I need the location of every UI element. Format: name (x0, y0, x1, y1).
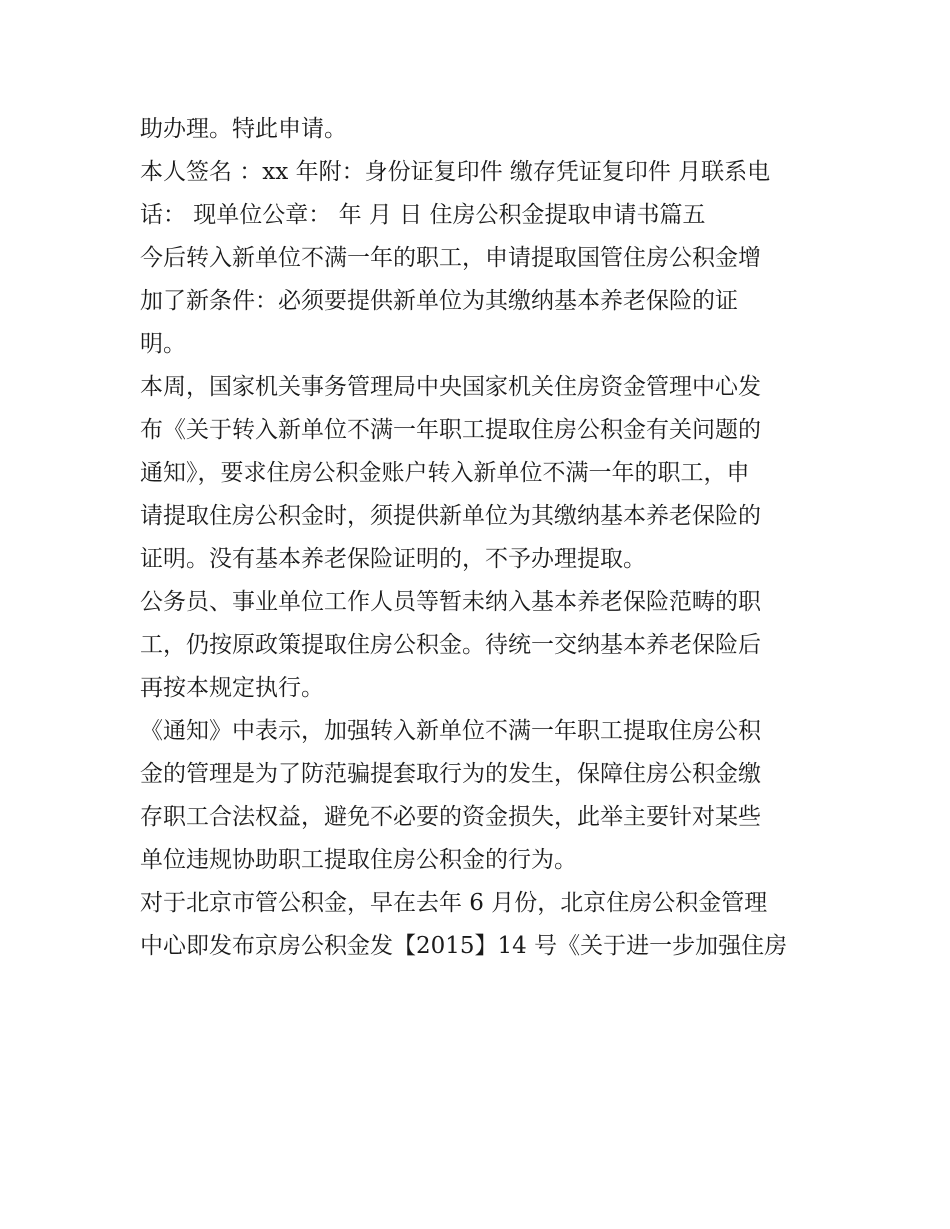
text-line: 证明。没有基本养老保险证明的，不予办理提取。 (140, 546, 646, 572)
text-line: 金的管理是为了防范骗提套取行为的发生，保障住房公积金缴 (140, 761, 761, 787)
text-line: 加了新条件：必须要提供新单位为其缴纳基本养老保险的证 (140, 288, 738, 314)
text-line: 请提取住房公积金时，须提供新单位为其缴纳基本养老保险的 (140, 503, 761, 529)
text-line: 通知》，要求住房公积金账户转入新单位不满一年的职工，申 (140, 460, 750, 486)
text-line: 存职工合法权益，避免不必要的资金损失，此举主要针对某些 (140, 804, 761, 830)
text-line: 今后转入新单位不满一年的职工，申请提取国管住房公积金增 (140, 245, 761, 271)
text-line: 本人签名 ：xx 年附：身份证复印件 缴存凭证复印件 月联系电 (140, 159, 771, 185)
text-line: 《通知》中表示，加强转入新单位不满一年职工提取住房公积 (140, 718, 761, 744)
text-line: 单位违规协助职工提取住房公积金的行为。 (140, 847, 577, 873)
text-line: 再按本规定执行。 (140, 675, 324, 701)
text-line: 明。 (140, 331, 186, 357)
text-line: 本周，国家机关事务管理局中央国家机关住房资金管理中心发 (140, 374, 761, 400)
text-line: 中心即发布京房公积金发【2015】14 号《关于进一步加强住房 (140, 933, 788, 959)
text-line: 对于北京市管公积金，早在去年 6 月份，北京住房公积金管理 (140, 890, 768, 916)
text-line: 布《关于转入新单位不满一年职工提取住房公积金有关问题的 (140, 417, 761, 443)
document-body (140, 108, 820, 968)
text-line: 助办理。特此申请。 (140, 116, 347, 142)
text-line: 公务员、事业单位工作人员等暂未纳入基本养老保险范畴的职 (140, 589, 761, 615)
text-line: 话： 现单位公章： 年 月 日 住房公积金提取申请书篇五 (140, 202, 706, 228)
text-line: 工，仍按原政策提取住房公积金。待统一交纳基本养老保险后 (140, 632, 761, 658)
